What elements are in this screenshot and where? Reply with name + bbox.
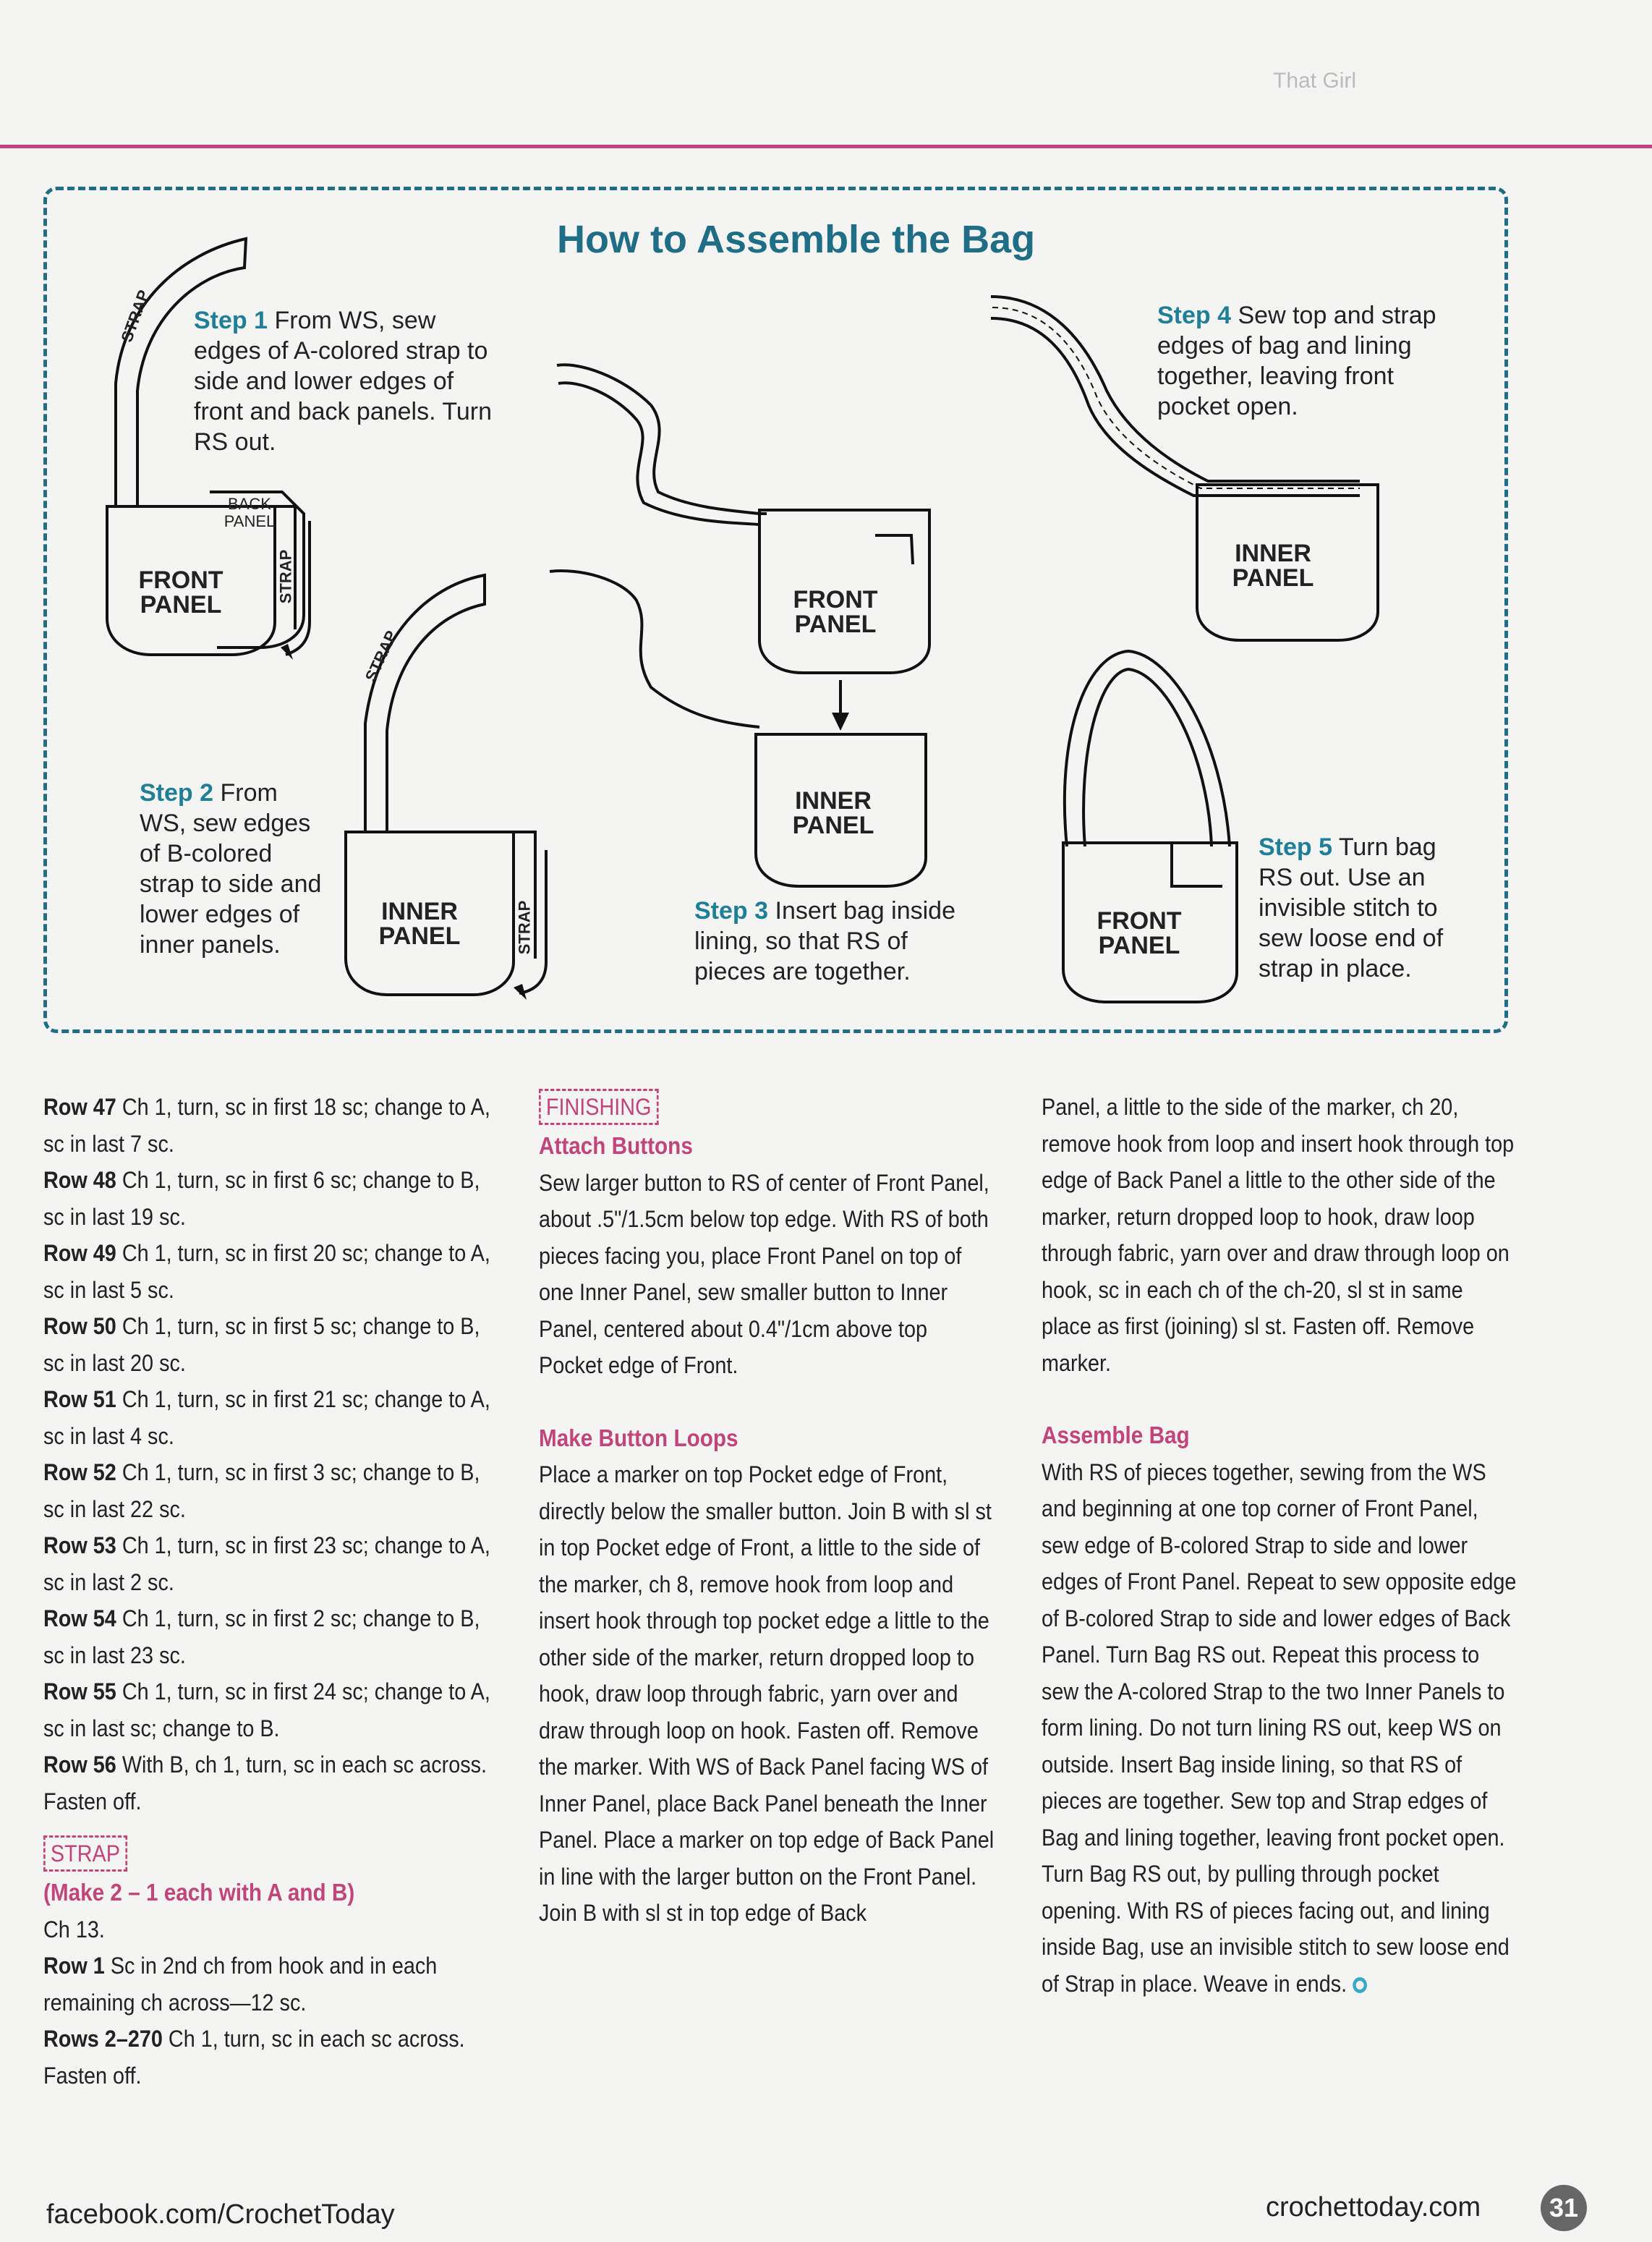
- step1-front-panel-label: FRONT PANEL: [138, 566, 223, 619]
- strap-subhead: (Make 2 – 1 each with A and B): [43, 1879, 355, 1906]
- row-54: Row 54 Ch 1, turn, sc in first 2 sc; change to B, sc in last 23 sc.: [43, 1605, 480, 1668]
- step2-caption: Step 2 From WS, sew edges of B-colored strap to side and lower edges of inner panels.: [140, 779, 322, 959]
- column-2: [539, 1089, 995, 1932]
- page-number: 31: [1541, 2185, 1587, 2231]
- step4-caption: Step 4 Sew top and strap edges of bag and lining together, leaving front pocket open.: [1157, 302, 1436, 420]
- strap-section-head: STRAP: [43, 1835, 127, 1872]
- button-loops-continued: Panel, a little to the side of the marker, ch 20, remove hook from loop and insert hook through top edge of Back Panel a little to the other side of the marker, return dropped loop to hook, draw loop through fabric, yarn over and draw through loop on hook, sc in each ch of the ch-20, sl st in same place as first (joining) sl st. Fasten off. Remove marker.: [1042, 1094, 1515, 1376]
- finishing-section-head: FINISHING: [539, 1089, 658, 1125]
- button-loops-text: Place a marker on top Pocket edge of Front, directly below the smaller button. Join B with sl st in top Pocket edge of Front, a little to the side of the marker, ch 8, remove hook from loop and insert hook through top pocket edge a little to the other side of the marker, return dropped loop to hook, draw loop through fabric, yarn over and draw through loop on hook. Fasten off. Remove the marker. With WS of Back Panel facing WS of Inner Panel, place Back Panel beneath the Inner Panel. Place a marker on top edge of Back Panel in line with the larger button on the Front Panel. Join B with sl st in top edge of Back: [539, 1461, 995, 1926]
- column-1: [43, 1089, 499, 2094]
- step3-caption: Step 3 Insert bag inside lining, so that RS of pieces are together.: [694, 897, 955, 985]
- step4-inner-panel-label: INNER PANEL: [1232, 540, 1314, 592]
- strap-row-1: Row 1 Sc in 2nd ch from hook and in each remaining ch across—12 sc.: [43, 1953, 438, 2016]
- row-51: Row 51 Ch 1, turn, sc in first 21 sc; change to A, sc in last 4 sc.: [43, 1386, 490, 1449]
- strap-chain: Ch 13.: [43, 1916, 105, 1942]
- step1-caption: Step 1 From WS, sew edges of A-colored strap to side and lower edges of front and back panels. Turn RS out.: [194, 307, 493, 456]
- end-of-article-icon: [1353, 1977, 1367, 1993]
- step3-front-panel-label: FRONT PANEL: [793, 586, 878, 638]
- step5-caption: Step 5 Turn bag RS out. Use an invisible stitch to sew loose end of strap in place.: [1259, 833, 1444, 982]
- row-50: Row 50 Ch 1, turn, sc in first 5 sc; change to B, sc in last 20 sc.: [43, 1313, 480, 1376]
- step5-strap-inner: [1083, 669, 1212, 846]
- step5-pocket: [1172, 843, 1222, 886]
- row-49: Row 49 Ch 1, turn, sc in first 20 sc; change to A, sc in last 5 sc.: [43, 1240, 490, 1303]
- step3-arrow-head: [832, 713, 849, 731]
- step2-inner-panel-label: INNER PANEL: [378, 898, 461, 950]
- footer-website: crochettoday.com: [1266, 2192, 1481, 2222]
- attach-buttons-text: Sew larger button to RS of center of Front Panel, about .5"/1.5cm below top edge. With RS of both pieces facing you, place Front Panel on top of one Inner Panel, sew smaller button to Inner Panel, centered about 0.4"/1cm above top Pocket edge of Front.: [539, 1169, 989, 1378]
- step3-front-pocket: [875, 535, 913, 564]
- step1-strap-label: STRAP: [117, 287, 153, 345]
- step3-inner-panel-label: INNER PANEL: [792, 787, 874, 839]
- assemble-bag-text: With RS of pieces together, sewing from the WS and beginning at one top corner of Front Panel, sew edge of B-colored Strap to side and lower edges of Front Panel. Repeat to sew opposite edge of B-colored Strap to side and lower edges of Back Panel. Turn Bag RS out. Repeat this process to sew the A-colored Strap to the two Inner Panels to form lining. Do not turn lining RS out, keep WS on outside. Insert Bag inside lining, so that RS of pieces are together. Sew top and Strap edges of Bag and lining together, leaving front pocket open. Turn Bag RS out, by pulling through pocket opening. With RS of pieces facing out, and lining inside Bag, use an invisible stitch to sew loose end of Strap in place. Weave in ends.: [1042, 1458, 1517, 1997]
- step3-strap-bottom: [550, 571, 759, 727]
- step2-strap: [365, 575, 485, 832]
- diagram-title: How to Assemble the Bag: [557, 218, 1036, 261]
- row-55: Row 55 Ch 1, turn, sc in first 24 sc; change to A, sc in last sc; change to B.: [43, 1678, 490, 1741]
- row-52: Row 52 Ch 1, turn, sc in first 3 sc; change to B, sc in last 22 sc.: [43, 1459, 480, 1522]
- row-56: Row 56 With B, ch 1, turn, sc in each sc across. Fasten off.: [43, 1751, 487, 1814]
- attach-buttons-head: Attach Buttons: [539, 1132, 693, 1159]
- column-3: [1042, 1089, 1517, 2002]
- step2-side-strap-label: STRAP: [515, 900, 534, 955]
- running-header: That Girl: [1273, 69, 1357, 93]
- step2-strap-label: STRAP: [361, 627, 401, 684]
- row-48: Row 48 Ch 1, turn, sc in first 6 sc; change to B, sc in last 19 sc.: [43, 1167, 480, 1230]
- strap-rows-2-270: Rows 2–270 Ch 1, turn, sc in each sc across. Fasten off.: [43, 2026, 465, 2089]
- step1-back-panel-label: BACK PANEL: [223, 495, 276, 530]
- step5-front-panel-label: FRONT PANEL: [1097, 907, 1182, 959]
- step3-strap-top-inner: [558, 383, 759, 525]
- row-47: Row 47 Ch 1, turn, sc in first 18 sc; change to A, sc in last 7 sc.: [43, 1094, 490, 1157]
- assemble-bag-head: Assemble Bag: [1042, 1422, 1190, 1448]
- row-53: Row 53 Ch 1, turn, sc in first 23 sc; change to A, sc in last 2 sc.: [43, 1532, 490, 1595]
- step1-side-strap-label: STRAP: [276, 549, 295, 604]
- button-loops-head: Make Button Loops: [539, 1424, 738, 1451]
- footer-facebook: facebook.com/CrochetToday: [46, 2199, 395, 2230]
